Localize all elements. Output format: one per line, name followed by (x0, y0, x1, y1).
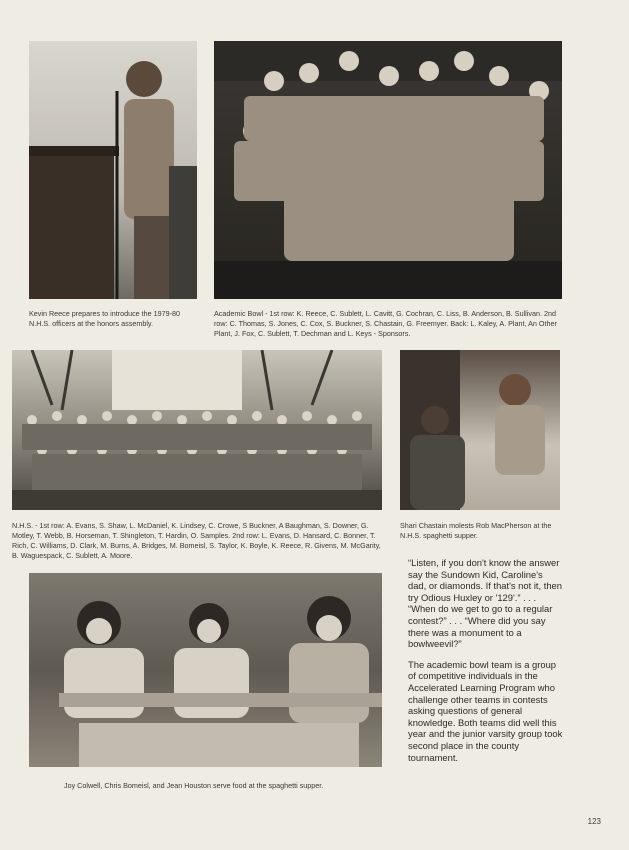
caption-spaghetti-supper: Joy Colwell, Chris Bomeisl, and Jean Houston serve food at the spaghetti supper. (64, 781, 324, 790)
story-text (408, 557, 563, 772)
caption-academic-bowl: Academic Bowl - 1st row: K. Reece, C. Sublett, L. Cavitt, G. Cochran, C. Liss, B. Anderson, B. Sullivan. 2nd row: C. Thomas, S. Jones, C. Cox, S. Buckner, S. Chastain, G. Freemyer. Back: L. Kaley, A. Plant, An Other Plant, J. Fox, C. Sublett, T. Dechman and L. Keys - Sponsors. (214, 309, 557, 338)
serving-line-illustration (29, 573, 382, 767)
story-body: The academic bowl team is a group of competitive individuals in the Accelerated Learning Program who challenge other teams in contests asking questions of general knowledge. Both teams did well this year and the junior varsity group took second place in the county tournament. (408, 658, 563, 763)
story-quote: “Listen, if you don't know the answer say the Sundown Kid, Caroline's dad, or diamonds. If that's not it, then try Odious Huxley or '129'.” . . . “When do we get to go to a regular contest?” . . . “Where did you say there was a monument to a bowlweevil?” (408, 557, 562, 650)
caption-kevin-reece: Kevin Reece prepares to introduce the 1979-80 N.H.S. officers at the honors assembly. (29, 309, 181, 328)
photo-spaghetti-supper (29, 573, 382, 767)
page-number: 123 (587, 817, 601, 826)
photo-nhs-group (12, 350, 382, 510)
caption-shari-chastain: Shari Chastain molests Rob MacPherson at the N.H.S. spaghetti supper. (400, 521, 552, 540)
photo-kevin-reece (29, 41, 197, 299)
photo-shari-chastain (400, 350, 560, 510)
two-students-illustration (400, 350, 560, 510)
podium-speaker-illustration (29, 41, 197, 299)
outdoor-group-illustration (12, 350, 382, 510)
group-illustration (214, 41, 562, 299)
caption-nhs-group: N.H.S. - 1st row: A. Evans, S. Shaw, L. McDaniel, K. Lindsey, C. Crowe, S Buckner, A Baughman, S. Downer, G. Motley, T. Webb, B. Horseman, T. Shingleton, T. Hardin, O. Samples. 2nd row: L. Evans, D. Hansard, C. Bonner, T. Rich, C. Williams, D. Clark, M. Burns, A. Bridges, M. Bomeisl, S. Taylor, K. Boyle, K. Reece, R. Givens, M. McGarity, B. Waguespack, C. Sublett, A. Moore. (12, 521, 381, 560)
photo-academic-bowl (214, 41, 562, 299)
